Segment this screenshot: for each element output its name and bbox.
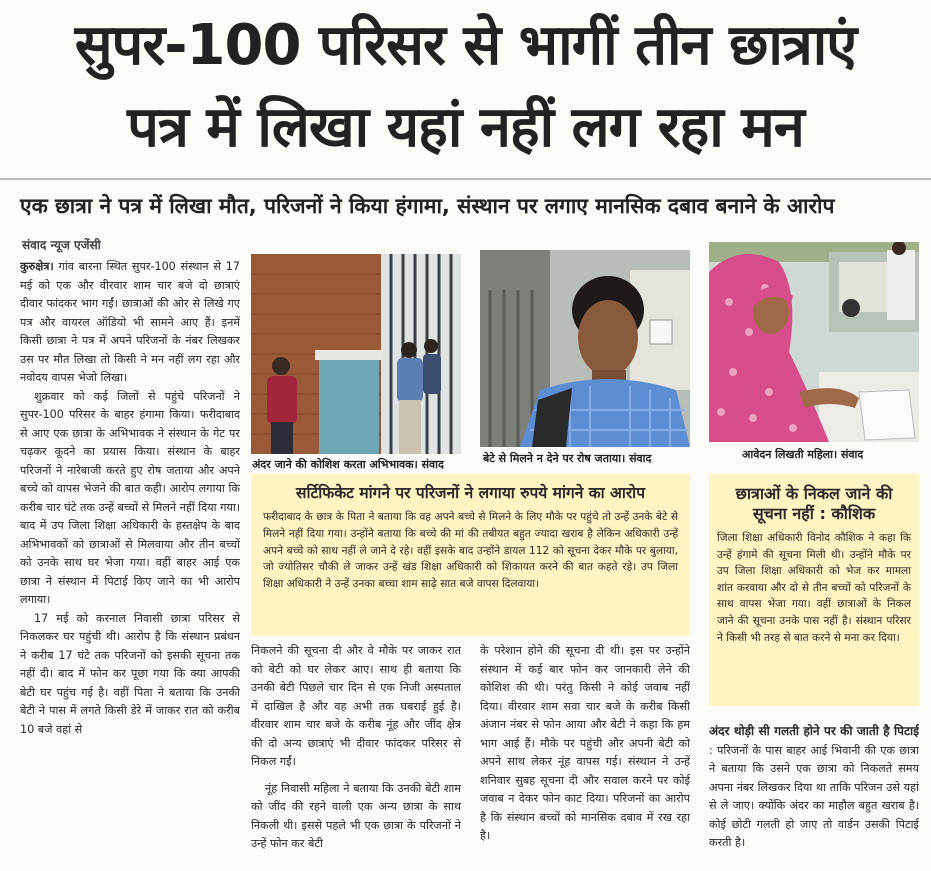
photo-woman-writing-image <box>709 242 919 442</box>
photo-woman-writing <box>709 242 919 442</box>
photo-caption-2: बेटे से मिलने न देने पर रोष जताया। संवाद <box>483 452 652 465</box>
box-certificate-allegation <box>251 474 690 636</box>
article-column-4 <box>709 722 919 871</box>
column3-para1: के परेशान होने की सूचना दी थी। इस पर उन्होंने संस्थान में कई बार फोन कर जानकारी लेने की कोशिश की थी। परंतु किसी ने कोई जवाब नहीं दिया। वीरवार शाम सवा चार बजे के करीब किसी अंजान नंबर से फोन आया और बेटी ने कहा कि हम भाग आई हैं। मौके पर पहुंची और अपनी बेटी को अपने साथ लेकर नूंह वापस गई। संस्थान ने उन्हें शनिवार सुबह सूचना दी और सवाल करने पर कोई जवाब न देकर फोन काट दिया। परिजनों का आरोप है कि संस्थान बच्चों को मानसिक दबाव में रख रहा है। <box>480 644 690 842</box>
article-column-1 <box>20 258 240 871</box>
box-kaushik-title: छात्राओं के निकल जाने की सूचना नहीं : कौशिक <box>735 484 893 523</box>
box-kaushik-statement <box>709 474 919 706</box>
photo-man-protesting <box>480 250 690 447</box>
column2-para2: नूंह निवासी महिला ने बताया कि उनकी बेटी शाम को जींद की रहने वाली एक अन्य छात्रा के साथ निकली थी। इससे पहले भी एक छात्रा के परिजनों ने उन्हें फोन कर बेटी <box>251 781 461 850</box>
divider <box>0 178 931 180</box>
subheadline: एक छात्रा ने पत्र में लिखा मौत, परिजनों ने किया हंगामा, संस्थान पर लगाए मानसिक दबाव बनाने के आरोप <box>20 194 835 218</box>
box-certificate-title: सर्टिफिकेट मांगने पर परिजनों ने लगाया रुपये मांगने का आरोप <box>295 484 646 502</box>
column4-lead: अंदर थोड़ी सी गलती होने पर की जाती है पिटाई <box>709 724 919 738</box>
photo-parent-at-gate <box>251 254 461 454</box>
column1-para3: 17 मई को करनाल निवासी छात्रा परिसर से निकलकर घर पहुंची थी। आरोप है कि संस्थान प्रबंधन ने करीब 17 घंटे तक परिजनों को इसकी सूचना तक नहीं दी। बाद में फोन कर पूछा गया कि क्या आपकी बेटी घर पहुंच गई है। वहीं पिता ने बताया कि उनकी बेटी ने पास में लगते किसी डेरे में जाकर रात को करीब 10 बजे वहां से <box>20 611 240 736</box>
dateline: कुरुक्षेत्र। <box>20 260 54 273</box>
column4-text: : परिजनों के पास बाहर आई भिवानी की एक छात्रा ने बताया कि उसने एक छात्रा को निकलते समय अपना नंबर लिखकर दिया था ताकि परिजन उसे यहां से ले जाए। क्योंकि अंदर का माहौल बहुत खराब है। कोई छोटी गलती हो जाए तो वार्डन उसकी पिटाई करती है। <box>709 743 919 849</box>
byline: संवाद न्यूज एजेंसी <box>22 238 101 252</box>
headline-line1: सुपर-100 परिसर से भागीं तीन छात्राएं <box>74 13 857 78</box>
photo-parent-at-gate-image <box>251 254 461 454</box>
column1-para2: शुक्रवार को कई जिलों से पहुंचे परिजनों ने सुपर-100 परिसर के बाहर हंगामा किया। फरीदाबाद से आए एक छात्रा के अभिभावक ने संस्थान के गेट पर चढ़कर कूदने का प्रयास किया। संस्थान के बाहर परिजनों ने नारेबाजी करते हुए रोष जताया और अपने बच्चे को वापस भेजने की बात कही। आरोप लगाया कि करीब चार घंटे तक उन्हें बच्चों से मिलने नहीं दिया गया। बाद में उप जिला शिक्षा अधिकारी के हस्तक्षेप के बाद अभिभावकों को छात्राओं से मिलवाया और तीन बच्चों को उनके साथ घर भेजा गया। वहीं बाहर आई एक छात्रा ने संस्थान में पिटाई किए जाने का भी आरोप लगाया। <box>20 389 240 606</box>
photo-caption-1: अंदर जाने की कोशिश करता अभिभावक। संवाद <box>252 458 444 471</box>
column1-para1: गांव बारना स्थित सुपर-100 संस्थान से 17 मई को एक और वीरवार शाम चार बजे दो छात्राएं दीवार फांदकर भाग गईं। छात्राओं की ओर से लिखे गए पत्र और वायरल ऑडियो भी सामने आए हैं। इनमें किसी छात्रा ने पत्र में अपने परिजनों के नंबर लिखकर उस पर मौत लिखा तो किसी ने मन नहीं लग रहा और नवोदय वापस भेजो लिखा। <box>20 260 240 384</box>
article-column-3 <box>480 642 690 871</box>
box-certificate-text: फरीदाबाद के छात्र के पिता ने बताया कि वह अपने बच्चे से मिलने के लिए मौके पर पहुंचे तो उन्हें उनके बेटे से मिलने नहीं दिया गया। उन्होंने बताया कि बच्चे की मां की तबीयत बहुत ज्यादा खराब है लेकिन अधिकारी उन्हें अपने बच्चे को साथ नहीं ले जाने दे रहे। वहीं इसके बाद उन्होंने डायल 112 को सूचना देकर मौके पर बुलाया, जो ज्योतिसर चौकी ले जाकर उन्हें खंड शिक्षा अधिकारी को शिकायत करने की बात कहते रहे। उप जिला शिक्षा अधिकारी ने उन्हें उनका बच्चा शाम साढ़े सात बजे वापस दिलवाया। <box>263 511 678 590</box>
article-column-2 <box>251 642 461 871</box>
column2-para1: निकलने की सूचना दी और वे मौके पर जाकर रात को बेटी को घर लेकर आए। साथ ही बताया कि उनकी बेटी पिछले चार दिन से एक निजी अस्पताल में दाखिल है और वह अभी तक घबराई हुई है। वीरवार शाम चार बजे के करीब नूंह और जींद क्षेत्र की दो अन्य छात्राएं भी दीवार फांदकर परिसर से निकल गईं। <box>251 644 461 768</box>
photo-caption-3: आवेदन लिखती महिला। संवाद <box>742 448 864 461</box>
box-kaushik-text: जिला शिक्षा अधिकारी विनोद कौशिक ने कहा कि उन्हें हंगामे की सूचना मिली थी। उन्होंने मौके पर उप जिला शिक्षा अधिकारी को भेज कर मामला शांत करवाया और दो से तीन बच्चों को परिजनों के साथ वापस भेजा गया। वहीं छात्राओं के निकल जाने की सूचना उनके पास नहीं है। संस्थान परिसर ने किसी भी तरह से बात करने से मना कर दिया। <box>717 532 911 644</box>
headline-line2: पत्र में लिखा यहां नहीं लग रहा मन <box>127 95 804 160</box>
photo-man-protesting-image <box>480 250 690 447</box>
